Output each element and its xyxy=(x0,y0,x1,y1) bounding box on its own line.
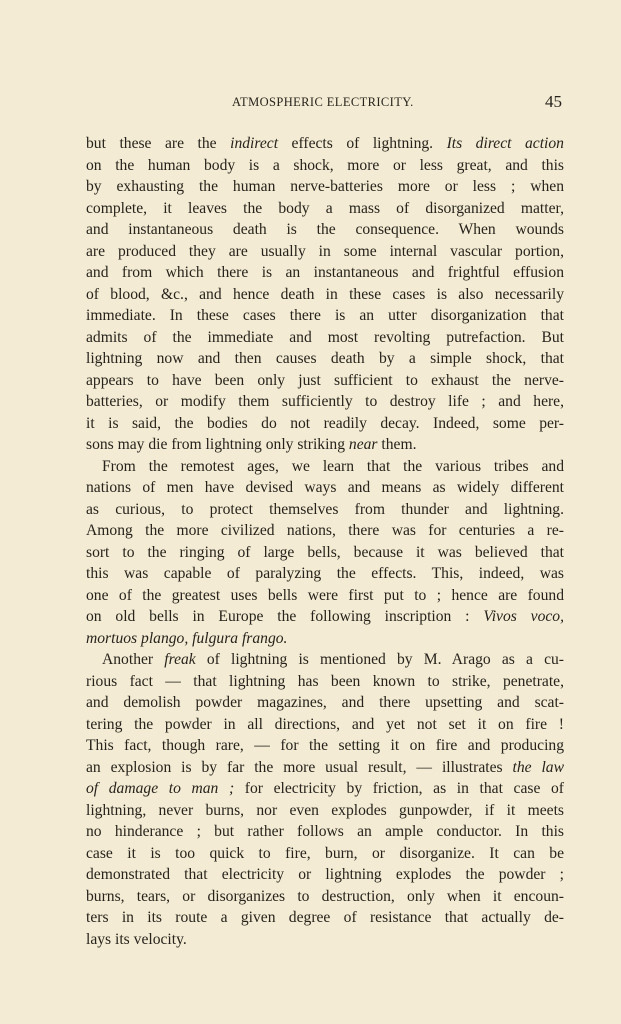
text-segment: Among the more civilized nations, there was for centuries a re- xyxy=(86,522,564,539)
text-line xyxy=(86,327,564,349)
text-line xyxy=(86,606,564,628)
text-line xyxy=(86,563,564,585)
text-segment: immediate. In these cases there is an utter disorganization that xyxy=(86,307,564,324)
text-segment: Another xyxy=(102,651,165,668)
text-segment: sort to the ringing of large bells, because it was believed that xyxy=(86,543,564,561)
italic-text: Its direct action xyxy=(446,135,564,152)
text-segment: demonstrated that electricity or lightning explodes the powder ; xyxy=(86,866,564,883)
text-segment: nations of men have devised ways and means as widely different xyxy=(86,479,564,496)
text-segment: tering the powder in all directions, and yet not set it on fire ! xyxy=(86,715,564,733)
text-segment: are produced they are usually in some internal vascular portion, xyxy=(86,242,564,260)
text-segment: and demolish powder magazines, and there upsetting and scat- xyxy=(86,694,564,711)
text-segment: it is said, the bodies do not readily decay. Indeed, some per- xyxy=(86,414,564,432)
italic-text: indirect xyxy=(230,135,279,152)
text-segment: and from which there is an instantaneous and frightful effusion xyxy=(86,264,564,281)
text-segment: by exhausting the human nerve-batteries more or less ; when xyxy=(86,178,564,195)
text-line xyxy=(86,370,564,392)
text-segment: for electricity by friction, as in that case of xyxy=(234,780,564,797)
text-segment: on old bells in Europe the following inscription : xyxy=(86,608,484,625)
text-line xyxy=(86,757,564,779)
running-title: ATMOSPHERIC ELECTRICITY. xyxy=(232,95,414,109)
text-segment: admits of the immediate and most revolting putrefaction. But xyxy=(86,328,564,346)
text-segment: an explosion is by far the more usual result, — illustrates xyxy=(86,758,513,776)
text-line xyxy=(86,155,564,177)
text-line xyxy=(86,671,564,693)
text-line xyxy=(86,477,564,499)
text-segment: lightning, never burns, nor even explodes gunpowder, if it meets xyxy=(86,801,564,819)
text-segment: From the remotest ages, we learn that the various tribes and xyxy=(102,457,564,475)
text-line xyxy=(86,348,564,370)
text-segment: lightning now and then causes death by a simple shock, that xyxy=(86,350,564,367)
text-line xyxy=(86,692,564,714)
text-segment: rious fact — that lightning has been known to strike, penetrate, xyxy=(86,672,564,690)
text-line xyxy=(86,133,564,155)
text-line xyxy=(86,628,564,650)
text-line xyxy=(86,864,564,886)
text-segment: lays its velocity. xyxy=(86,930,187,948)
text-line xyxy=(86,198,564,220)
text-segment: batteries, or modify them sufficiently to destroy life ; and here, xyxy=(86,393,564,410)
text-line xyxy=(86,907,564,929)
text-segment: and instantaneous death is the consequence. When wounds xyxy=(86,221,564,238)
text-line xyxy=(86,176,564,198)
text-line xyxy=(86,520,564,542)
text-line xyxy=(86,886,564,908)
text-line xyxy=(86,391,564,413)
page-number: 45 xyxy=(545,92,562,111)
text-line xyxy=(86,585,564,607)
text-segment: this was capable of paralyzing the effects. This, indeed, was xyxy=(86,565,564,582)
text-segment: sons may die from lightning only striking xyxy=(86,436,349,453)
text-line xyxy=(86,305,564,327)
text-line xyxy=(86,649,564,671)
text-line xyxy=(86,800,564,822)
text-segment: appears to have been only just sufficient to exhaust the nerve- xyxy=(86,371,564,389)
body-text xyxy=(86,133,564,950)
text-segment: case it is too quick to fire, burn, or disorganize. It can be xyxy=(86,844,564,862)
text-segment: of blood, &c., and hence death in these cases is also necessarily xyxy=(86,285,564,303)
text-line xyxy=(86,821,564,843)
text-line xyxy=(86,262,564,284)
text-line xyxy=(86,778,564,800)
text-line xyxy=(86,542,564,564)
text-segment: on the human body is a shock, more or less great, and this xyxy=(86,156,564,174)
text-segment: This fact, though rare, — for the setting it on fire and producing xyxy=(86,737,564,754)
italic-text: near xyxy=(348,436,378,453)
text-line xyxy=(86,843,564,865)
text-line xyxy=(86,219,564,241)
text-line xyxy=(86,434,564,456)
text-line xyxy=(86,735,564,757)
text-segment: but these are the xyxy=(86,135,231,152)
page-header xyxy=(0,91,621,113)
text-line xyxy=(86,284,564,306)
text-line xyxy=(86,456,564,478)
text-segment: as curious, to protect themselves from thunder and lightning. xyxy=(86,500,564,518)
italic-text: the law xyxy=(512,758,564,776)
text-line xyxy=(86,499,564,521)
text-segment: one of the greatest uses bells were first put to ; hence are found xyxy=(86,586,564,604)
text-segment: effects of lightning. xyxy=(278,135,447,152)
text-line xyxy=(86,241,564,263)
italic-text: of damage to man ; xyxy=(86,780,235,797)
italic-text: Vivos voco, xyxy=(483,608,564,625)
text-segment: of lightning is mentioned by M. Arago as a cu- xyxy=(195,651,564,668)
text-segment: burns, tears, or disorganizes to destruction, only when it encoun- xyxy=(86,887,564,905)
italic-text: mortuos plango, fulgura frango. xyxy=(86,629,288,647)
text-segment: complete, it leaves the body a mass of disorganized matter, xyxy=(86,199,564,217)
text-line xyxy=(86,413,564,435)
text-segment: them. xyxy=(377,436,417,453)
text-line xyxy=(86,714,564,736)
text-segment: ters in its route a given degree of resistance that actually de- xyxy=(86,909,564,926)
italic-text: freak xyxy=(164,651,196,668)
text-segment: no hinderance ; but rather follows an ample conductor. In this xyxy=(86,823,564,840)
text-line xyxy=(86,929,564,951)
